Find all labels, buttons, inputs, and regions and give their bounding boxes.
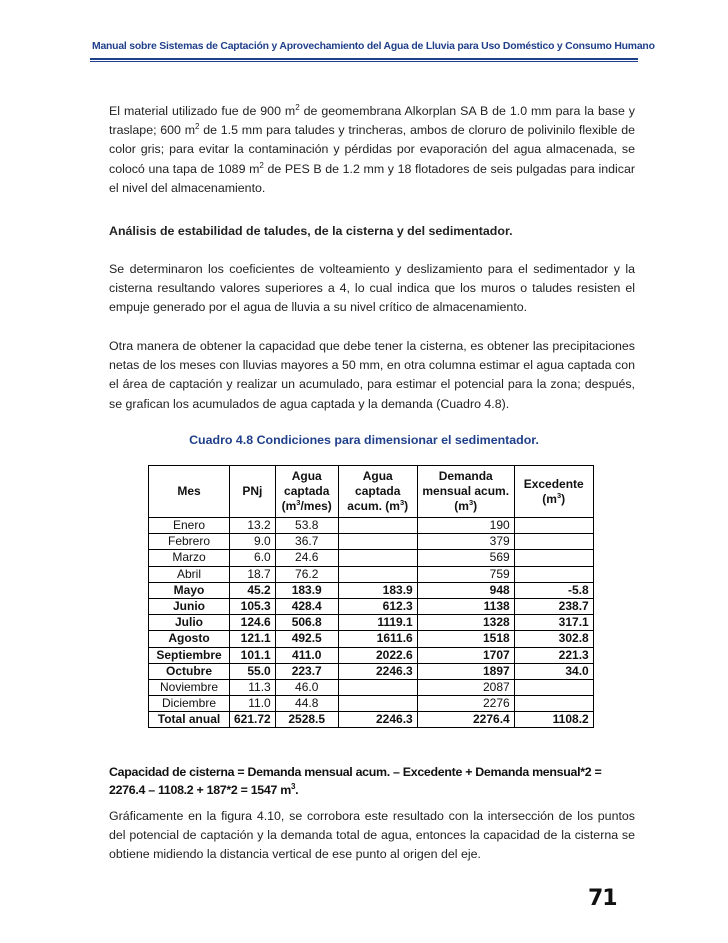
cell-pnj: 9.0: [230, 534, 276, 550]
cell-agua: 223.7: [275, 663, 338, 679]
cell-pnj: 621.72: [230, 712, 276, 728]
table-row: [149, 663, 594, 679]
header-excedente: Excedente $(m^3)$: [514, 466, 593, 518]
cell-exc: 238.7: [514, 598, 593, 614]
cell-pnj: 105.3: [230, 598, 276, 614]
cell-dem: 1518: [417, 631, 514, 647]
cell-mes: Noviembre: [149, 679, 230, 695]
cell-acum: 1611.6: [338, 631, 417, 647]
table-row: [149, 679, 594, 695]
cell-dem: 759: [417, 566, 514, 582]
header-mes: Mes: [149, 466, 230, 518]
table-row: [149, 712, 594, 728]
cell-agua: 44.8: [275, 696, 338, 712]
cell-exc: [514, 550, 593, 566]
cell-mes: Abril: [149, 566, 230, 582]
cell-mes: Septiembre: [149, 647, 230, 663]
table-header-row: [149, 466, 594, 518]
table-row: [149, 696, 594, 712]
cell-agua: 411.0: [275, 647, 338, 663]
cell-exc: 302.8: [514, 631, 593, 647]
cell-pnj: 11.0: [230, 696, 276, 712]
header-agua-acum: Agua captada acum. $(m^3)$: [338, 466, 417, 518]
cell-dem: 1138: [417, 598, 514, 614]
cell-exc: 1108.2: [514, 712, 593, 728]
cell-dem: 2276.4: [417, 712, 514, 728]
cell-acum: [338, 696, 417, 712]
cell-acum: 2022.6: [338, 647, 417, 663]
cell-exc: [514, 534, 593, 550]
table-row: [149, 582, 594, 598]
page-number: 71: [588, 886, 617, 911]
table-row: [149, 518, 594, 534]
cell-agua: 506.8: [275, 615, 338, 631]
cell-acum: 612.3: [338, 598, 417, 614]
cell-pnj: 124.6: [230, 615, 276, 631]
cell-mes: Diciembre: [149, 696, 230, 712]
cell-exc: [514, 566, 593, 582]
cell-dem: 1707: [417, 647, 514, 663]
cell-agua: 36.7: [275, 534, 338, 550]
header-pnj: PNj: [230, 466, 276, 518]
cell-exc: 34.0: [514, 663, 593, 679]
cell-dem: 569: [417, 550, 514, 566]
cell-exc: [514, 679, 593, 695]
cell-mes: Febrero: [149, 534, 230, 550]
cell-agua: 53.8: [275, 518, 338, 534]
cell-acum: 2246.3: [338, 663, 417, 679]
table-row: [149, 598, 594, 614]
capacity-formula: Capacidad de cisterna = Demanda mensual acum. – Excedente + Demanda mensual*2 = 2276.4 – 1108.2 + 187*2 = 1547 $m^3$.: [109, 765, 602, 797]
header-rule-thin: [90, 61, 638, 62]
cell-pnj: 13.2: [230, 518, 276, 534]
cell-dem: 2276: [417, 696, 514, 712]
cell-exc: 221.3: [514, 647, 593, 663]
cell-dem: 948: [417, 582, 514, 598]
paragraph-graphic: Gráficamente en la figura 4.10, se corrobora este resultado con la intersección de los puntos del potencial de captación y la demanda total de agua, entonces la capacidad de la cisterna se obtiene midiendo la distancia vertical de ese punto al origen del eje.: [109, 809, 635, 862]
cell-acum: 2246.3: [338, 712, 417, 728]
cell-acum: [338, 550, 417, 566]
cell-agua: 492.5: [275, 631, 338, 647]
cell-agua: 46.0: [275, 679, 338, 695]
cell-agua: 428.4: [275, 598, 338, 614]
table-row: [149, 631, 594, 647]
cell-pnj: 55.0: [230, 663, 276, 679]
cell-mes: Total anual: [149, 712, 230, 728]
cell-acum: 1119.1: [338, 615, 417, 631]
cell-pnj: 18.7: [230, 566, 276, 582]
cell-mes: Enero: [149, 518, 230, 534]
cell-acum: [338, 534, 417, 550]
cell-mes: Marzo: [149, 550, 230, 566]
table-row: [149, 647, 594, 663]
cell-mes: Octubre: [149, 663, 230, 679]
cell-acum: [338, 566, 417, 582]
table-row: [149, 534, 594, 550]
table-row: [149, 566, 594, 582]
cell-exc: -5.8: [514, 582, 593, 598]
paragraph-stability: Se determinaron los coeficientes de volteamiento y deslizamiento para el sedimentador y la cisterna resultando valores superiores a 4, lo cual indica que los muros o taludes resisten el empuje generado por el agua de lluvia a su nivel crítico de almacenamiento.: [109, 262, 635, 315]
table-caption: Cuadro 4.8 Condiciones para dimensionar el sedimentador.: [189, 433, 539, 447]
cell-exc: [514, 518, 593, 534]
cell-mes: Agosto: [149, 631, 230, 647]
header-agua-captada: Agua captada $(m^3/mes)$: [275, 466, 338, 518]
cell-pnj: 6.0: [230, 550, 276, 566]
cell-exc: [514, 696, 593, 712]
table-row: [149, 550, 594, 566]
header-rule: [90, 58, 638, 60]
cell-dem: 379: [417, 534, 514, 550]
running-header: Manual sobre Sistemas de Captación y Aprovechamiento del Agua de Lluvia para Uso Doméstico y Consumo Humano: [92, 41, 655, 52]
cell-mes: Junio: [149, 598, 230, 614]
cell-pnj: 101.1: [230, 647, 276, 663]
cell-agua: 2528.5: [275, 712, 338, 728]
cell-dem: 1897: [417, 663, 514, 679]
section-heading: Análisis de estabilidad de taludes, de la cisterna y del sedimentador.: [109, 224, 513, 238]
cell-agua: 183.9: [275, 582, 338, 598]
cell-dem: 190: [417, 518, 514, 534]
paragraph-capacity: Otra manera de obtener la capacidad que debe tener la cisterna, es obtener las precipitaciones netas de los meses con lluvias mayores a 50 mm, en otra columna estimar el agua captada con el área de captación y realizar un acumulado, para estimar el potencial para la zona; después, se grafican los acumulados de agua captada y la demanda (Cuadro 4.8).: [109, 339, 635, 411]
cell-dem: 2087: [417, 679, 514, 695]
cell-dem: 1328: [417, 615, 514, 631]
table-row: [149, 615, 594, 631]
cell-acum: 183.9: [338, 582, 417, 598]
cell-agua: 24.6: [275, 550, 338, 566]
cell-acum: [338, 679, 417, 695]
cell-pnj: 45.2: [230, 582, 276, 598]
paragraph-materials: El material utilizado fue de 900 $m^2$ de geomembrana Alkorplan SA B de 1.0 mm para la base y traslape; 600 $m^2$ de 1.5 mm para taludes y trincheras, ambos de cloruro de polivinilo flexible de color gris; para evitar la contaminación y pérdidas por evaporación del agua almacenada, se colocó una tapa de 1089 $m^2$ de PES B de 1.2 mm y 18 flotadores de seis pulgadas para indicar el nivel del almacenamiento.: [109, 102, 635, 195]
cell-pnj: 11.3: [230, 679, 276, 695]
cell-exc: 317.1: [514, 615, 593, 631]
table-body: [149, 518, 594, 728]
cell-acum: [338, 518, 417, 534]
cell-mes: Julio: [149, 615, 230, 631]
cell-mes: Mayo: [149, 582, 230, 598]
header-demanda: Demanda mensual acum. $(m^3)$: [417, 466, 514, 518]
cell-pnj: 121.1: [230, 631, 276, 647]
sedimentador-table: [148, 465, 594, 728]
cell-agua: 76.2: [275, 566, 338, 582]
